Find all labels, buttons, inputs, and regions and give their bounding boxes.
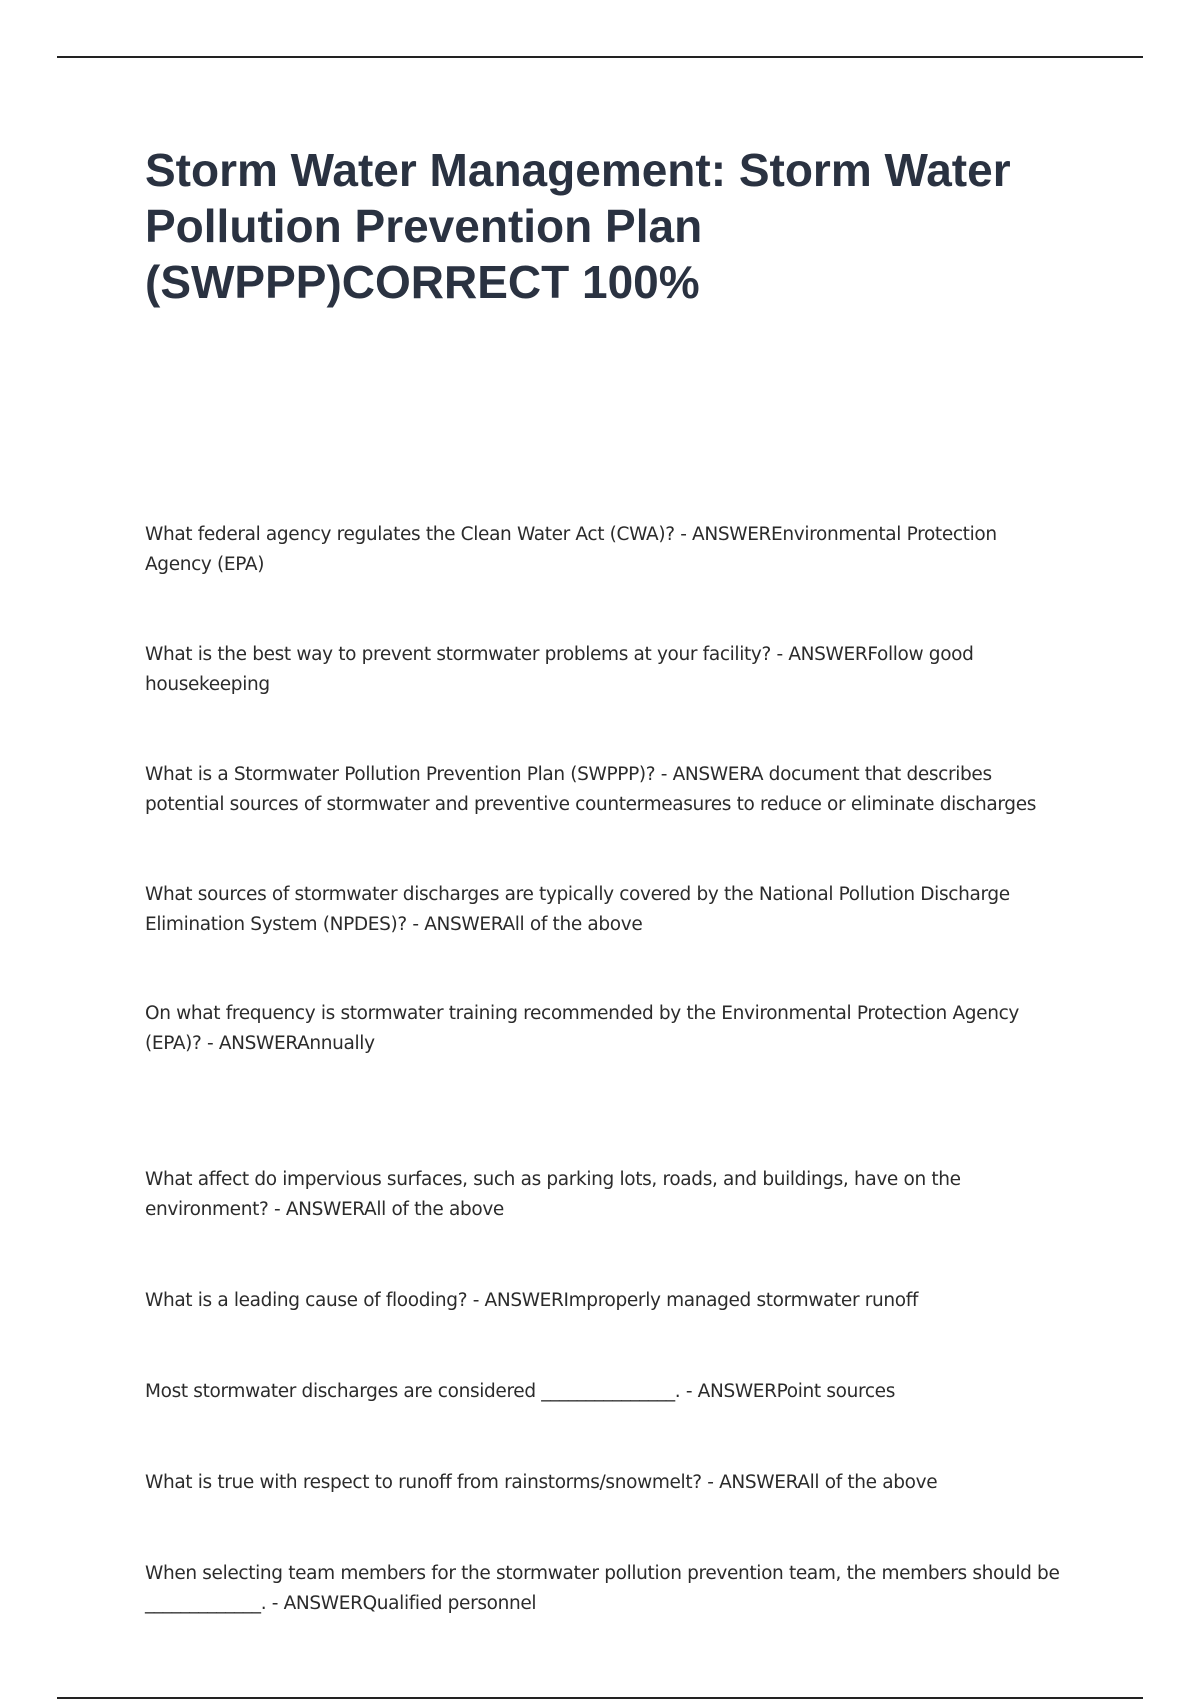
qa-item: When selecting team members for the stormwater pollution prevention team, the members should be _____________. - ANSWERQualified personnel — [145, 1563, 1060, 1614]
qa-item: What is a leading cause of flooding? - ANSWERImproperly managed stormwater runoff — [145, 1290, 919, 1311]
qa-item: What sources of stormwater discharges are typically covered by the National Pollution Discharge Elimination System (NPDES)? - ANSWERAll of the above — [145, 884, 1010, 935]
qa-item: What is a Stormwater Pollution Prevention Plan (SWPPP)? - ANSWERA document that describes potential sources of stormwater and preventive countermeasures to reduce or eliminate discharges — [145, 764, 1037, 815]
bottom-divider — [57, 1697, 1143, 1699]
qa-item: What is the best way to prevent stormwater problems at your facility? - ANSWERFollow good housekeeping — [145, 644, 974, 695]
document-title: Storm Water Management: Storm Water Pollution Prevention Plan (SWPPP)CORRECT 100% — [145, 144, 1011, 308]
qa-item: What is true with respect to runoff from rainstorms/snowmelt? - ANSWERAll of the above — [145, 1472, 938, 1493]
qa-item: What federal agency regulates the Clean Water Act (CWA)? - ANSWEREnvironmental Protection Agency (EPA) — [145, 524, 997, 575]
qa-item: Most stormwater discharges are considered _______________. - ANSWERPoint sources — [145, 1381, 895, 1402]
qa-item: On what frequency is stormwater training recommended by the Environmental Protection Agency (EPA)? - ANSWERAnnually — [145, 1003, 1019, 1054]
document-content — [145, 142, 1065, 1614]
top-divider — [57, 56, 1143, 58]
qa-item: What affect do impervious surfaces, such as parking lots, roads, and buildings, have on the environment? - ANSWERAll of the above — [145, 1169, 961, 1220]
